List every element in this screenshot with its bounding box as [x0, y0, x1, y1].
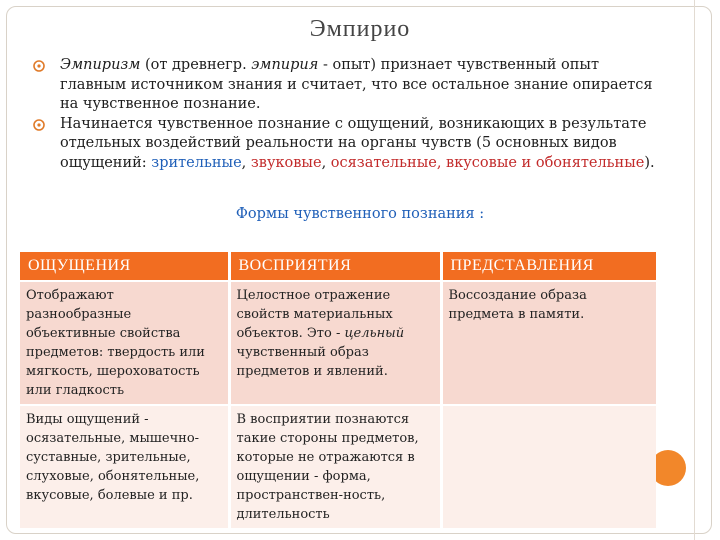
cell-perceptions-desc [229, 281, 441, 405]
bullet-list [32, 56, 662, 173]
slide-edge-rule [694, 0, 695, 540]
sense-visual: зрительные [151, 154, 242, 171]
bullet-text-part1: (от древнегр. [140, 57, 252, 73]
cell-empty [441, 405, 656, 528]
bullet-ring-icon [32, 59, 46, 73]
sense-sound: звуковые [250, 154, 322, 171]
bullet-item-empiricism [32, 56, 662, 115]
bullet-item-sensory [32, 115, 662, 174]
perception-text-b: чувственный образ предметов и явлений. [236, 345, 388, 379]
bullet-ring-icon [32, 118, 46, 132]
separator: , [436, 154, 447, 171]
separator: , [241, 154, 251, 171]
header-sensations: ОЩУЩЕНИЯ [20, 252, 229, 281]
slide-title: Эмпирио [309, 16, 411, 42]
bullet-text-intro: Начинается чувственное познание с ощущений, возникающих в результате отдельных воздействий реальности на органы чувств (5 основных видов ощущений: [60, 115, 647, 171]
forms-caption: Формы чувственного познания : [235, 206, 485, 222]
bullet-text-part2: - опыт) признает чувственный опыт главным источником знания и считает, что все остальное знание опирается на чувственное познание. [60, 57, 653, 112]
header-perceptions: ВОСПРИЯТИЯ [229, 252, 441, 281]
table-row [20, 281, 656, 405]
perception-text-a: Целостное отражение свойств материальных объектов. Это - [236, 288, 393, 341]
cell-perception-aspects: В восприятии познаются такие стороны предметов, которые не отражаются в ощущении - форма, пространствен-ность, длительность [229, 405, 441, 528]
perception-emphasis: цельный [344, 326, 405, 341]
sense-smell: обонятельные [535, 154, 645, 171]
cell-representations-desc: Воссоздание образа предмета в памяти. [441, 281, 656, 405]
sense-touch: осязательные [330, 154, 437, 171]
term-empiricism: Эмпиризм [60, 57, 141, 73]
separator: и [516, 154, 536, 171]
header-representations: ПРЕДСТАВЛЕНИЯ [441, 252, 656, 281]
term-empiria: эмпирия [251, 57, 319, 73]
bullet-text-end: ). [644, 154, 655, 171]
cell-sensation-types: Виды ощущений - осязательные, мышечно-суставные, зрительные, слуховые, обонятельные, вкусовые, болевые и пр. [20, 405, 229, 528]
separator: , [321, 154, 331, 171]
table-row [20, 405, 656, 528]
forms-table [20, 252, 656, 528]
cell-sensations-desc: Отображают разнообразные объективные свойства предметов: твердость или мягкость, шероховатость или гладкость [20, 281, 229, 405]
table-header-row [20, 252, 656, 281]
sense-taste: вкусовые [446, 154, 517, 171]
